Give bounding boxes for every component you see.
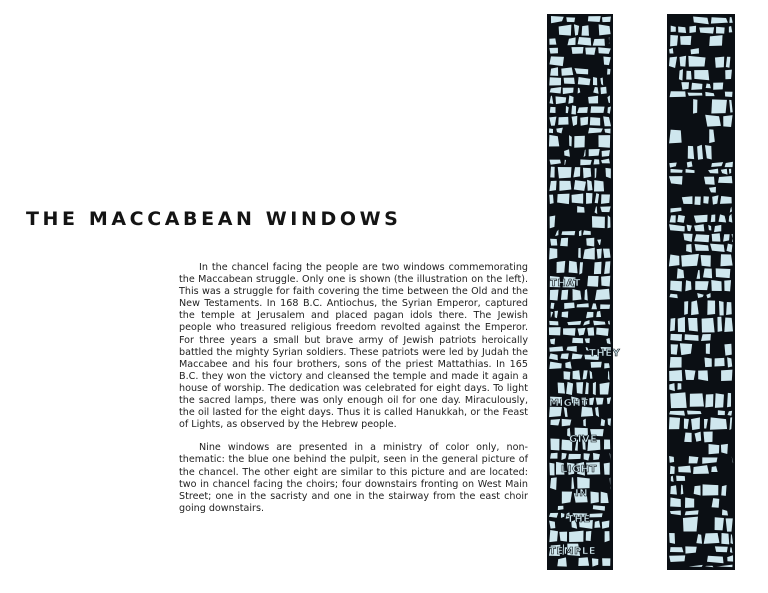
glass-pane xyxy=(560,238,568,247)
glass-pane xyxy=(561,290,568,300)
inscription-word-6: IN xyxy=(575,488,589,499)
inscription-word-7: THE xyxy=(567,514,591,525)
maccabean-window-right xyxy=(667,14,735,570)
glass-pane xyxy=(704,357,711,367)
glass-pane xyxy=(694,215,708,223)
glass-pane xyxy=(710,417,727,429)
glass-pane xyxy=(549,530,558,542)
window-left-art xyxy=(547,14,621,570)
glass-pane xyxy=(593,39,605,46)
glass-pane xyxy=(678,27,686,34)
glass-pane xyxy=(549,463,554,476)
glass-pane xyxy=(600,87,606,94)
glass-pane xyxy=(583,168,591,179)
glass-pane xyxy=(702,318,715,333)
glass-pane xyxy=(549,321,558,326)
glass-pane xyxy=(557,261,566,273)
glass-pane xyxy=(709,444,720,454)
glass-pane xyxy=(603,249,611,258)
glass-pane xyxy=(701,334,711,341)
window-right-art xyxy=(667,14,735,570)
glass-pane xyxy=(604,463,610,475)
glass-pane xyxy=(602,150,610,157)
glass-pane xyxy=(559,532,567,542)
glass-pane xyxy=(569,261,578,273)
glass-pane xyxy=(574,68,588,74)
glass-pane xyxy=(574,180,586,191)
glass-pane xyxy=(602,16,611,22)
glass-pane xyxy=(681,82,689,90)
glass-pane xyxy=(703,196,709,204)
glass-pane xyxy=(711,17,728,23)
glass-pane xyxy=(559,181,571,191)
glass-pane xyxy=(714,358,724,367)
glass-pane xyxy=(578,248,581,258)
glass-pane xyxy=(680,56,687,67)
body-text xyxy=(179,262,528,526)
glass-pane xyxy=(703,431,712,442)
glass-pane xyxy=(585,47,596,54)
glass-pane xyxy=(594,262,602,274)
glass-pane xyxy=(670,497,681,506)
glass-pane xyxy=(550,239,557,246)
glass-pane xyxy=(669,370,682,381)
glass-pane xyxy=(582,25,589,35)
glass-pane xyxy=(725,92,733,97)
glass-pane xyxy=(600,382,610,394)
glass-pane xyxy=(670,485,677,494)
glass-pane xyxy=(694,485,701,495)
glass-pane xyxy=(569,531,583,542)
glass-pane xyxy=(580,117,588,126)
glass-pane xyxy=(724,344,731,356)
glass-pane xyxy=(601,194,610,203)
glass-pane xyxy=(588,96,598,104)
glass-pane xyxy=(680,343,692,355)
glass-pane xyxy=(695,281,708,290)
glass-pane xyxy=(670,357,682,368)
glass-pane xyxy=(595,289,610,300)
glass-pane xyxy=(685,370,696,380)
glass-pane xyxy=(586,531,592,541)
glass-pane xyxy=(578,557,589,566)
glass-pane xyxy=(688,56,705,67)
glass-pane xyxy=(684,301,688,315)
glass-pane xyxy=(577,477,590,489)
glass-pane xyxy=(588,16,601,22)
glass-pane xyxy=(690,393,704,406)
glass-pane xyxy=(550,67,558,76)
glass-pane xyxy=(593,382,596,395)
glass-pane xyxy=(712,233,721,241)
glass-pane xyxy=(669,255,680,267)
glass-pane xyxy=(590,492,598,504)
glass-pane xyxy=(721,444,728,454)
glass-pane xyxy=(586,238,594,247)
glass-pane xyxy=(687,410,702,414)
glass-pane xyxy=(725,70,732,80)
glass-pane xyxy=(601,276,610,287)
glass-pane xyxy=(594,180,604,191)
glass-pane xyxy=(564,78,575,84)
glass-pane xyxy=(572,338,583,343)
glass-pane xyxy=(600,304,610,309)
glass-pane xyxy=(705,394,713,407)
glass-pane xyxy=(549,77,561,85)
glass-pane xyxy=(676,476,685,481)
glass-pane xyxy=(589,513,602,517)
glass-pane xyxy=(670,334,682,341)
glass-pane xyxy=(715,546,728,552)
glass-pane xyxy=(670,281,682,292)
glass-pane xyxy=(691,417,700,430)
glass-pane xyxy=(691,83,702,90)
glass-pane xyxy=(590,117,600,125)
glass-pane xyxy=(604,363,610,368)
glass-pane xyxy=(576,382,583,394)
glass-pane xyxy=(684,432,691,442)
glass-pane xyxy=(702,484,718,495)
glass-pane xyxy=(721,370,732,381)
glass-pane xyxy=(669,130,682,144)
glass-pane xyxy=(586,193,592,204)
glass-pane xyxy=(568,454,581,459)
glass-pane xyxy=(682,196,693,204)
glass-pane xyxy=(593,159,599,164)
page-title: THE MACCABEAN WINDOWS xyxy=(26,208,402,230)
paragraph-maccabean-history: In the chancel facing the people are two windows commemorating the Maccabean struggle. Only one is shown (the illustration on the left). This was a struggle for faith covering the time between the Old and the New Testaments. In 168 B.C. Antiochus, the Syrian Emperor, captured the temple at Jerusalem and placed pagan idols there. The Jewish people who treasured religious freedom revolted against the Emperor. For three years a small but brave army of Jewish patriots heroically battled the mighty Syrian soldiers. These patriots were led by Judah the Maccabee and his four brothers, sons of the priest Mattathias. In 165 B.C. they won the victory and cleansed the temple and made it again a house of worship. The dedication was celebrated for eight days. To light the sacred lamps, there was only enough oil for one day. Miraculously, the oil lasted for the eight days. Thus it is called Hanukkah, or the Feast of Lights, as observed by the Hebrew people. xyxy=(179,262,528,431)
glass-pane xyxy=(683,517,698,532)
glass-pane xyxy=(561,67,573,75)
glass-pane xyxy=(711,99,727,113)
glass-pane xyxy=(726,302,732,315)
glass-pane xyxy=(550,215,556,228)
glass-pane xyxy=(685,498,694,508)
glass-pane xyxy=(699,27,714,33)
glass-pane xyxy=(572,194,584,204)
glass-pane xyxy=(685,280,691,291)
glass-pane xyxy=(720,254,732,266)
glass-pane xyxy=(571,105,576,114)
glass-pane xyxy=(724,317,733,332)
glass-pane xyxy=(704,177,715,185)
glass-pane xyxy=(549,195,553,204)
glass-pane xyxy=(550,477,557,490)
glass-pane xyxy=(558,382,565,393)
glass-pane xyxy=(680,36,691,45)
glass-pane xyxy=(560,353,568,359)
glass-pane xyxy=(558,167,572,178)
glass-pane xyxy=(694,234,709,242)
glass-pane xyxy=(693,99,697,114)
glass-pane xyxy=(724,280,731,291)
glass-pane xyxy=(677,215,685,223)
glass-pane xyxy=(677,383,681,390)
glass-pane xyxy=(550,107,556,113)
glass-pane xyxy=(669,533,675,544)
glass-pane xyxy=(549,128,553,133)
glass-pane xyxy=(706,343,710,354)
glass-pane xyxy=(599,24,611,35)
glass-pane xyxy=(694,196,700,205)
glass-pane xyxy=(701,255,711,267)
glass-pane xyxy=(669,555,685,562)
glass-pane xyxy=(707,300,715,314)
glass-pane xyxy=(549,38,556,44)
glass-pane xyxy=(715,57,724,68)
glass-pane xyxy=(719,301,724,316)
glass-pane xyxy=(589,149,600,156)
glass-pane xyxy=(605,531,610,542)
glass-pane xyxy=(558,117,568,125)
glass-pane xyxy=(598,135,610,148)
glass-pane xyxy=(688,318,698,331)
glass-pane xyxy=(587,327,594,335)
paragraph-nine-windows: Nine windows are presented in a ministry of color only, non-thematic: the blue one behind the pulpit, seen in the general picture of the chancel. The other eight are similar to this picture and are located: two in chancel facing the choirs; four downstairs fronting on West Main Street; one in the sacristy and one in the stairway from the east choir going downstairs. xyxy=(179,442,528,514)
glass-pane xyxy=(704,533,720,544)
glass-pane xyxy=(711,215,716,223)
glass-pane xyxy=(686,244,692,253)
glass-pane xyxy=(569,135,572,146)
glass-pane xyxy=(716,268,731,278)
glass-pane xyxy=(681,254,699,267)
glass-pane xyxy=(686,71,691,80)
glass-pane xyxy=(590,106,604,113)
glass-pane xyxy=(607,69,610,75)
glass-pane xyxy=(715,393,724,408)
glass-pane xyxy=(716,27,725,34)
glass-pane xyxy=(685,546,696,553)
glass-pane xyxy=(550,453,557,459)
glass-pane xyxy=(591,362,602,368)
glass-pane xyxy=(669,456,674,463)
glass-pane xyxy=(721,485,726,496)
glass-pane xyxy=(573,370,581,380)
inscription-word-4: GIVE xyxy=(569,434,598,445)
inscription-word-2: THEY xyxy=(589,348,621,359)
glass-pane xyxy=(550,290,559,301)
glass-pane xyxy=(671,344,678,355)
glass-pane xyxy=(587,276,598,287)
glass-pane xyxy=(564,371,571,380)
glass-pane xyxy=(608,215,611,228)
glass-pane xyxy=(583,419,586,427)
inscription-word-5: LIGHT xyxy=(561,464,597,475)
glass-pane xyxy=(596,398,604,405)
glass-pane xyxy=(723,234,730,241)
inscription-word-8: TEMPLE xyxy=(549,546,597,557)
glass-pane xyxy=(562,419,572,426)
glass-pane xyxy=(549,327,561,335)
glass-pane xyxy=(578,37,592,46)
glass-pane xyxy=(718,410,725,415)
glass-pane xyxy=(703,268,712,278)
glass-pane xyxy=(550,167,554,178)
glass-pane xyxy=(678,317,685,332)
glass-pane xyxy=(670,466,675,474)
glass-pane xyxy=(549,248,557,259)
glass-pane xyxy=(678,466,691,473)
glass-pane xyxy=(602,558,610,566)
glass-pane xyxy=(689,456,699,463)
glass-pane xyxy=(711,280,721,291)
glass-pane xyxy=(600,206,610,212)
inscription-word-1: THAT xyxy=(550,278,581,289)
glass-pane xyxy=(549,135,559,147)
glass-pane xyxy=(721,533,729,544)
glass-pane xyxy=(705,115,721,127)
glass-pane xyxy=(561,231,575,235)
glass-pane xyxy=(687,93,702,96)
glass-pane xyxy=(563,328,576,336)
glass-pane xyxy=(715,517,724,530)
glass-pane xyxy=(694,70,709,80)
glass-pane xyxy=(559,25,572,36)
glass-pane xyxy=(685,334,699,341)
glass-pane xyxy=(723,115,732,127)
glass-pane xyxy=(670,91,686,97)
glass-pane xyxy=(670,547,683,552)
glass-pane xyxy=(580,159,591,165)
glass-pane xyxy=(670,318,675,331)
glass-pane xyxy=(592,216,605,228)
glass-pane xyxy=(718,176,732,183)
glass-pane xyxy=(669,417,680,429)
maccabean-window-left xyxy=(547,14,621,570)
glass-pane xyxy=(713,83,723,90)
glass-pane xyxy=(720,196,732,204)
glass-pane xyxy=(670,35,678,46)
glass-pane xyxy=(670,392,687,408)
glass-pane xyxy=(698,370,708,381)
glass-pane xyxy=(574,136,585,148)
glass-pane xyxy=(604,439,610,449)
glass-pane xyxy=(549,48,558,54)
glass-pane xyxy=(571,47,583,54)
glass-pane xyxy=(562,311,569,317)
glass-pane xyxy=(550,439,559,451)
glass-pane xyxy=(557,194,569,205)
glass-pane xyxy=(593,77,597,85)
glass-pane xyxy=(709,35,722,46)
glass-pane xyxy=(566,17,575,22)
inscription-word-3: MIGHT xyxy=(549,398,589,409)
glass-pane xyxy=(689,26,696,33)
